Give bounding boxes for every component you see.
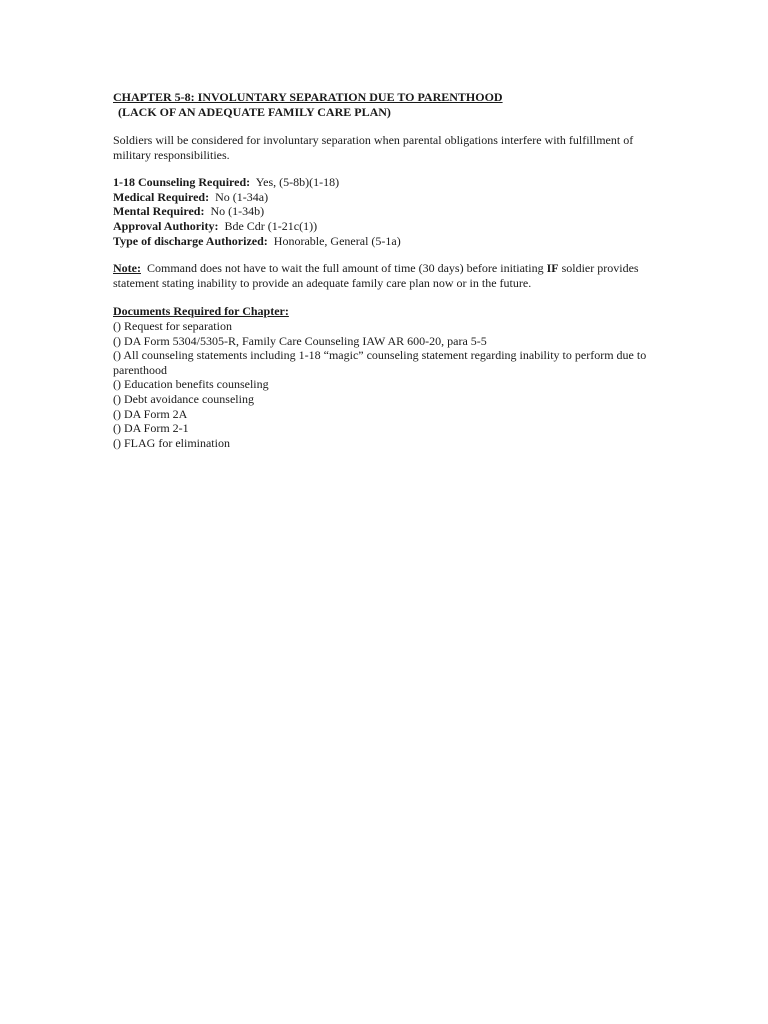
document-item: () DA Form 5304/5305-R, Family Care Counseling IAW AR 600-20, para 5-5 <box>113 333 487 348</box>
field-medical-required <box>113 190 668 205</box>
field-value: No (1-34a) <box>215 189 269 204</box>
document-item: () Education benefits counseling <box>113 377 269 392</box>
title-line-2: (LACK OF AN ADEQUATE FAMILY CARE PLAN) <box>118 105 391 119</box>
document-item: () Request for separation <box>113 318 232 333</box>
note-text-after: soldier provides statement stating inability to provide an adequate family care plan now or in the future. <box>113 261 639 290</box>
field-value: No (1-34b) <box>210 204 265 219</box>
field-label: Mental Required: <box>113 204 205 219</box>
note-text-before: Command does not have to wait the full amount of time (30 days) before initiating <box>146 261 544 276</box>
field-value: Bde Cdr (1-21c(1)) <box>224 218 318 233</box>
documents-section <box>113 304 668 450</box>
document-title <box>113 90 668 120</box>
field-value: Honorable, General (5-1a) <box>273 233 401 248</box>
document-item: () DA Form 2-1 <box>113 421 189 436</box>
field-discharge-type <box>113 234 668 249</box>
document-item: () Debt avoidance counseling <box>113 391 254 406</box>
note-label: Note: <box>113 261 141 276</box>
field-value: Yes, (5-8b)(1-18) <box>255 175 340 190</box>
field-label: Type of discharge Authorized: <box>113 233 268 248</box>
documents-heading: Documents Required for Chapter: <box>113 304 289 319</box>
field-label: 1-18 Counseling Required: <box>113 175 251 190</box>
field-label: Medical Required: <box>113 189 210 204</box>
field-counseling-required <box>113 175 668 190</box>
document-item: () DA Form 2A <box>113 406 188 421</box>
requirements-list <box>113 175 668 248</box>
intro-paragraph: Soldiers will be considered for involuntary separation when parental obligations interfere with fulfillment of military responsibilities. <box>113 133 634 162</box>
note-paragraph <box>113 261 668 290</box>
document-item: () All counseling statements including 1-18 “magic” counseling statement regarding inability to perform due to parenthood <box>113 348 647 377</box>
note-emphasis: IF <box>546 261 559 276</box>
document-item: () FLAG for elimination <box>113 435 230 450</box>
title-line-1: CHAPTER 5-8: INVOLUNTARY SEPARATION DUE TO PARENTHOOD <box>113 90 503 104</box>
field-mental-required <box>113 204 668 219</box>
field-label: Approval Authority: <box>113 218 219 233</box>
field-approval-authority <box>113 219 668 234</box>
